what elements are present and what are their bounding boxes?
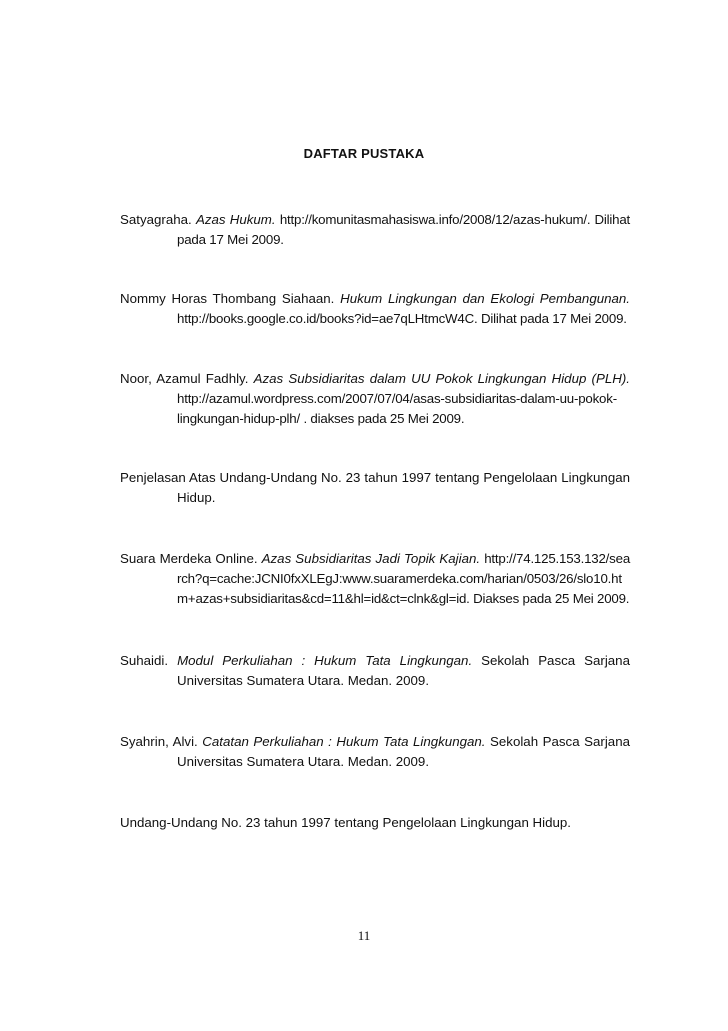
reference-author: Suara Merdeka Online.: [120, 551, 258, 566]
reference-entry-5: [120, 549, 630, 609]
reference-author: Nommy Horas Thombang Siahaan.: [120, 291, 335, 306]
reference-author: Syahrin, Alvi.: [120, 734, 198, 749]
reference-source: http://komunitasmahasiswa.info/2008/12/azas-hukum/. Dilihat pada 17 Mei 2009.: [177, 212, 631, 247]
reference-title: Azas Hukum.: [195, 212, 276, 227]
reference-title: Modul Perkuliahan : Hukum Tata Lingkungan.: [177, 653, 473, 668]
page-number: 11: [357, 928, 371, 943]
reference-author: Satyagraha.: [120, 212, 192, 227]
reference-source: http://74.125.153.132/search?q=cache:JCNI0fxXLEgJ:www.suaramerdeka.com/harian/0503/26/slo10.htm+azas+subsidiaritas&cd=11&hl=id&ct=clnk&gl=id. Diakses pada 25 Mei 2009.: [177, 551, 631, 606]
reference-author: Undang-Undang No. 23 tahun 1997 tentang Pengelolaan Lingkungan Hidup.: [120, 815, 571, 830]
reference-entry-6: [120, 651, 630, 691]
reference-entry-8: [120, 813, 630, 833]
reference-entry-7: [120, 732, 630, 772]
reference-author: Suhaidi.: [120, 653, 169, 668]
reference-title: Hukum Lingkungan dan Ekologi Pembangunan.: [340, 291, 630, 306]
reference-list: [120, 210, 630, 833]
reference-title: Catatan Perkuliahan : Hukum Tata Lingkungan.: [202, 734, 486, 749]
reference-author: Penjelasan Atas Undang-Undang No. 23 tahun 1997 tentang Pengelolaan Lingkungan Hidup.: [120, 470, 630, 505]
reference-source: http://books.google.co.id/books?id=ae7qLHtmcW4C. Dilihat pada 17 Mei 2009.: [177, 311, 627, 326]
reference-source: Sekolah Pasca Sarjana Universitas Sumatera Utara. Medan. 2009.: [177, 653, 630, 688]
reference-entry-2: [120, 289, 630, 329]
reference-entry-4: [120, 468, 630, 508]
reference-title: Azas Subsidiaritas Jadi Topik Kajian.: [261, 551, 481, 566]
reference-entry-3: [120, 369, 630, 429]
page-title: DAFTAR PUSTAKA: [303, 146, 425, 161]
reference-author: Noor, Azamul Fadhly.: [120, 371, 249, 386]
reference-source: Sekolah Pasca Sarjana Universitas Sumatera Utara. Medan. 2009.: [177, 734, 630, 769]
reference-entry-1: [120, 210, 630, 250]
reference-source: http://azamul.wordpress.com/2007/07/04/asas-subsidiaritas-dalam-uu-pokok-lingkungan-hidup-plh/ . diakses pada 25 Mei 2009.: [177, 391, 617, 426]
reference-title: Azas Subsidiaritas dalam UU Pokok Lingkungan Hidup (PLH).: [253, 371, 630, 386]
